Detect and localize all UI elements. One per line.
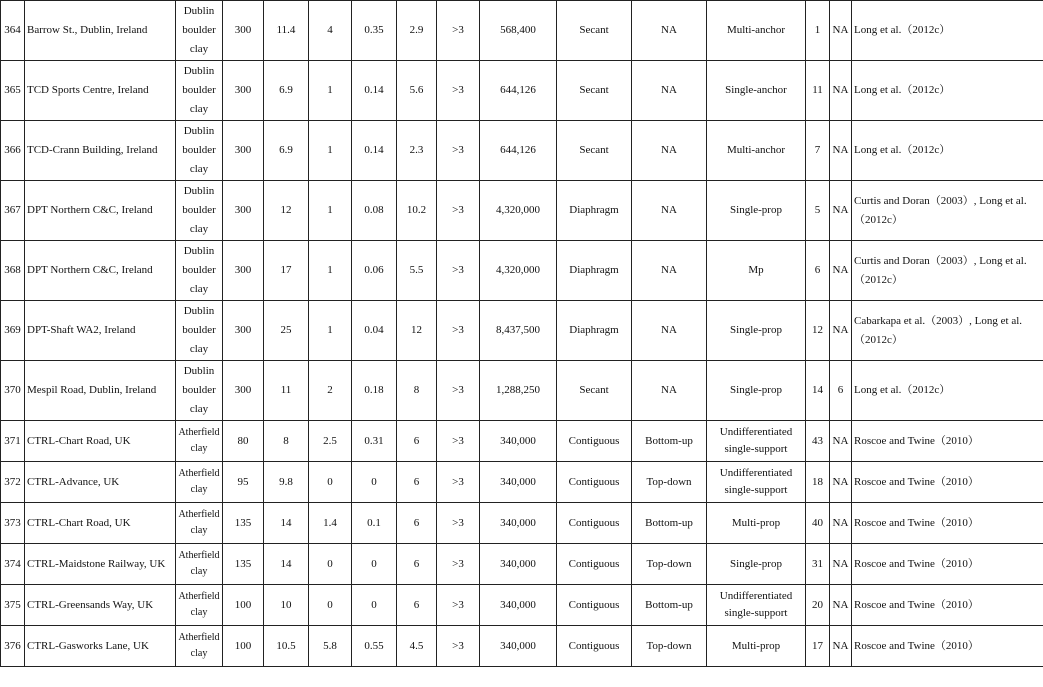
support-system-cell: Undifferentiated single-support bbox=[707, 421, 806, 462]
table-row bbox=[1, 421, 1043, 462]
table-body bbox=[1, 1, 1043, 667]
value-cell: >3 bbox=[437, 544, 480, 585]
construction-method-cell: NA bbox=[632, 301, 707, 361]
value-cell: 568,400 bbox=[480, 1, 557, 61]
reference-cell: Long et al.（2012c） bbox=[852, 1, 1043, 61]
soil-type-cell: Atherfield clay bbox=[176, 544, 223, 585]
value-cell: 5.8 bbox=[309, 626, 352, 667]
table-row bbox=[1, 61, 1043, 121]
value-cell: 1.4 bbox=[309, 503, 352, 544]
value-cell: >3 bbox=[437, 181, 480, 241]
value-cell: 6 bbox=[397, 462, 437, 503]
value-cell: 11 bbox=[264, 361, 309, 421]
construction-method-cell: Bottom-up bbox=[632, 421, 707, 462]
site-name-cell: CTRL-Advance, UK bbox=[25, 462, 176, 503]
value-cell: 0.04 bbox=[352, 301, 397, 361]
site-name-cell: DPT Northern C&C, Ireland bbox=[25, 181, 176, 241]
value-cell: 4.5 bbox=[397, 626, 437, 667]
value-cell: NA bbox=[830, 301, 852, 361]
value-cell: 8 bbox=[264, 421, 309, 462]
value-cell: NA bbox=[830, 462, 852, 503]
value-cell: 0.08 bbox=[352, 181, 397, 241]
value-cell: >3 bbox=[437, 626, 480, 667]
construction-method-cell: NA bbox=[632, 241, 707, 301]
value-cell: 9.8 bbox=[264, 462, 309, 503]
value-cell: NA bbox=[830, 626, 852, 667]
value-cell: 1 bbox=[309, 241, 352, 301]
value-cell: 5 bbox=[806, 181, 830, 241]
value-cell: 17 bbox=[264, 241, 309, 301]
value-cell: NA bbox=[830, 61, 852, 121]
case-number-cell: 375 bbox=[1, 585, 25, 626]
reference-cell: Curtis and Doran（2003）, Long et al.（2012c） bbox=[852, 181, 1043, 241]
value-cell: 644,126 bbox=[480, 121, 557, 181]
case-number-cell: 367 bbox=[1, 181, 25, 241]
value-cell: NA bbox=[830, 121, 852, 181]
value-cell: 5.5 bbox=[397, 241, 437, 301]
value-cell: 43 bbox=[806, 421, 830, 462]
value-cell: >3 bbox=[437, 121, 480, 181]
site-name-cell: CTRL-Chart Road, UK bbox=[25, 503, 176, 544]
value-cell: NA bbox=[830, 181, 852, 241]
value-cell: 14 bbox=[264, 503, 309, 544]
value-cell: 340,000 bbox=[480, 585, 557, 626]
value-cell: 95 bbox=[223, 462, 264, 503]
site-name-cell: DPT-Shaft WA2, Ireland bbox=[25, 301, 176, 361]
value-cell: 300 bbox=[223, 361, 264, 421]
value-cell: 18 bbox=[806, 462, 830, 503]
reference-cell: Roscoe and Twine（2010） bbox=[852, 544, 1043, 585]
value-cell: 300 bbox=[223, 61, 264, 121]
value-cell: 6 bbox=[806, 241, 830, 301]
value-cell: 4,320,000 bbox=[480, 241, 557, 301]
value-cell: 0 bbox=[352, 462, 397, 503]
case-number-cell: 370 bbox=[1, 361, 25, 421]
value-cell: 0 bbox=[309, 585, 352, 626]
soil-type-cell: Atherfield clay bbox=[176, 626, 223, 667]
value-cell: 25 bbox=[264, 301, 309, 361]
construction-method-cell: NA bbox=[632, 121, 707, 181]
value-cell: 0.1 bbox=[352, 503, 397, 544]
table-row bbox=[1, 544, 1043, 585]
value-cell: 1 bbox=[309, 121, 352, 181]
construction-method-cell: NA bbox=[632, 181, 707, 241]
value-cell: 10 bbox=[264, 585, 309, 626]
value-cell: 0 bbox=[309, 462, 352, 503]
support-system-cell: Undifferentiated single-support bbox=[707, 585, 806, 626]
value-cell: 6.9 bbox=[264, 61, 309, 121]
value-cell: 300 bbox=[223, 301, 264, 361]
value-cell: 12 bbox=[806, 301, 830, 361]
case-number-cell: 376 bbox=[1, 626, 25, 667]
table-row bbox=[1, 361, 1043, 421]
reference-cell: Roscoe and Twine（2010） bbox=[852, 503, 1043, 544]
site-name-cell: CTRL-Maidstone Railway, UK bbox=[25, 544, 176, 585]
construction-method-cell: Top-down bbox=[632, 626, 707, 667]
value-cell: 2 bbox=[309, 361, 352, 421]
wall-type-cell: Diaphragm bbox=[557, 181, 632, 241]
value-cell: NA bbox=[830, 241, 852, 301]
support-system-cell: Multi-prop bbox=[707, 503, 806, 544]
soil-type-cell: Dublin boulder clay bbox=[176, 121, 223, 181]
reference-cell: Long et al.（2012c） bbox=[852, 361, 1043, 421]
wall-type-cell: Contiguous bbox=[557, 585, 632, 626]
value-cell: 40 bbox=[806, 503, 830, 544]
reference-cell: Roscoe and Twine（2010） bbox=[852, 421, 1043, 462]
value-cell: 340,000 bbox=[480, 421, 557, 462]
support-system-cell: Single-anchor bbox=[707, 61, 806, 121]
value-cell: 300 bbox=[223, 1, 264, 61]
wall-type-cell: Contiguous bbox=[557, 503, 632, 544]
value-cell: 135 bbox=[223, 544, 264, 585]
case-number-cell: 369 bbox=[1, 301, 25, 361]
soil-type-cell: Dublin boulder clay bbox=[176, 61, 223, 121]
site-name-cell: CTRL-Greensands Way, UK bbox=[25, 585, 176, 626]
value-cell: 2.5 bbox=[309, 421, 352, 462]
construction-method-cell: Bottom-up bbox=[632, 503, 707, 544]
soil-type-cell: Dublin boulder clay bbox=[176, 361, 223, 421]
value-cell: >3 bbox=[437, 421, 480, 462]
reference-cell: Roscoe and Twine（2010） bbox=[852, 585, 1043, 626]
value-cell: 340,000 bbox=[480, 503, 557, 544]
construction-method-cell: Top-down bbox=[632, 544, 707, 585]
support-system-cell: Multi-anchor bbox=[707, 1, 806, 61]
value-cell: >3 bbox=[437, 61, 480, 121]
value-cell: 300 bbox=[223, 181, 264, 241]
soil-type-cell: Atherfield clay bbox=[176, 462, 223, 503]
wall-type-cell: Contiguous bbox=[557, 462, 632, 503]
value-cell: 12 bbox=[264, 181, 309, 241]
reference-cell: Roscoe and Twine（2010） bbox=[852, 462, 1043, 503]
wall-type-cell: Secant bbox=[557, 61, 632, 121]
soil-type-cell: Dublin boulder clay bbox=[176, 181, 223, 241]
site-name-cell: CTRL-Chart Road, UK bbox=[25, 421, 176, 462]
value-cell: 8,437,500 bbox=[480, 301, 557, 361]
value-cell: 17 bbox=[806, 626, 830, 667]
case-number-cell: 364 bbox=[1, 1, 25, 61]
value-cell: 14 bbox=[806, 361, 830, 421]
value-cell: 2.9 bbox=[397, 1, 437, 61]
value-cell: >3 bbox=[437, 503, 480, 544]
value-cell: 0 bbox=[352, 544, 397, 585]
case-number-cell: 366 bbox=[1, 121, 25, 181]
support-system-cell: Undifferentiated single-support bbox=[707, 462, 806, 503]
construction-method-cell: Bottom-up bbox=[632, 585, 707, 626]
site-name-cell: Mespil Road, Dublin, Ireland bbox=[25, 361, 176, 421]
value-cell: NA bbox=[830, 544, 852, 585]
value-cell: 4,320,000 bbox=[480, 181, 557, 241]
wall-type-cell: Contiguous bbox=[557, 626, 632, 667]
value-cell: 14 bbox=[264, 544, 309, 585]
value-cell: 31 bbox=[806, 544, 830, 585]
support-system-cell: Multi-prop bbox=[707, 626, 806, 667]
case-number-cell: 368 bbox=[1, 241, 25, 301]
support-system-cell: Single-prop bbox=[707, 361, 806, 421]
case-number-cell: 365 bbox=[1, 61, 25, 121]
case-number-cell: 371 bbox=[1, 421, 25, 462]
value-cell: 644,126 bbox=[480, 61, 557, 121]
reference-cell: Cabarkapa et al.（2003）, Long et al.（2012c） bbox=[852, 301, 1043, 361]
value-cell: 100 bbox=[223, 626, 264, 667]
table-row bbox=[1, 503, 1043, 544]
value-cell: 0.06 bbox=[352, 241, 397, 301]
soil-type-cell: Dublin boulder clay bbox=[176, 1, 223, 61]
table-row bbox=[1, 626, 1043, 667]
value-cell: 340,000 bbox=[480, 462, 557, 503]
support-system-cell: Single-prop bbox=[707, 301, 806, 361]
value-cell: 6 bbox=[830, 361, 852, 421]
wall-type-cell: Contiguous bbox=[557, 544, 632, 585]
value-cell: 1,288,250 bbox=[480, 361, 557, 421]
wall-type-cell: Diaphragm bbox=[557, 301, 632, 361]
case-number-cell: 374 bbox=[1, 544, 25, 585]
value-cell: 135 bbox=[223, 503, 264, 544]
support-system-cell: Single-prop bbox=[707, 544, 806, 585]
value-cell: 0 bbox=[309, 544, 352, 585]
table-row bbox=[1, 462, 1043, 503]
value-cell: 0.31 bbox=[352, 421, 397, 462]
wall-type-cell: Contiguous bbox=[557, 421, 632, 462]
value-cell: 6 bbox=[397, 585, 437, 626]
value-cell: 0.14 bbox=[352, 121, 397, 181]
value-cell: 6 bbox=[397, 544, 437, 585]
value-cell: 6.9 bbox=[264, 121, 309, 181]
soil-type-cell: Atherfield clay bbox=[176, 421, 223, 462]
value-cell: >3 bbox=[437, 241, 480, 301]
value-cell: 0.35 bbox=[352, 1, 397, 61]
value-cell: 11 bbox=[806, 61, 830, 121]
table-row bbox=[1, 181, 1043, 241]
value-cell: >3 bbox=[437, 585, 480, 626]
soil-type-cell: Dublin boulder clay bbox=[176, 301, 223, 361]
site-name-cell: CTRL-Gasworks Lane, UK bbox=[25, 626, 176, 667]
soil-type-cell: Atherfield clay bbox=[176, 585, 223, 626]
value-cell: 4 bbox=[309, 1, 352, 61]
value-cell: 300 bbox=[223, 121, 264, 181]
site-name-cell: TCD-Crann Building, Ireland bbox=[25, 121, 176, 181]
value-cell: 1 bbox=[309, 301, 352, 361]
value-cell: 10.2 bbox=[397, 181, 437, 241]
reference-cell: Curtis and Doran（2003）, Long et al.（2012c） bbox=[852, 241, 1043, 301]
value-cell: 0.14 bbox=[352, 61, 397, 121]
value-cell: 0.55 bbox=[352, 626, 397, 667]
site-name-cell: Barrow St., Dublin, Ireland bbox=[25, 1, 176, 61]
wall-type-cell: Secant bbox=[557, 1, 632, 61]
value-cell: 2.3 bbox=[397, 121, 437, 181]
value-cell: >3 bbox=[437, 361, 480, 421]
value-cell: 340,000 bbox=[480, 626, 557, 667]
case-number-cell: 372 bbox=[1, 462, 25, 503]
value-cell: 1 bbox=[806, 1, 830, 61]
reference-cell: Long et al.（2012c） bbox=[852, 61, 1043, 121]
value-cell: 340,000 bbox=[480, 544, 557, 585]
construction-method-cell: NA bbox=[632, 61, 707, 121]
value-cell: 1 bbox=[309, 61, 352, 121]
construction-method-cell: NA bbox=[632, 361, 707, 421]
support-system-cell: Multi-anchor bbox=[707, 121, 806, 181]
table-row bbox=[1, 241, 1043, 301]
value-cell: 6 bbox=[397, 503, 437, 544]
value-cell: 5.6 bbox=[397, 61, 437, 121]
wall-type-cell: Secant bbox=[557, 361, 632, 421]
table-row bbox=[1, 1, 1043, 61]
value-cell: 300 bbox=[223, 241, 264, 301]
value-cell: 12 bbox=[397, 301, 437, 361]
value-cell: 10.5 bbox=[264, 626, 309, 667]
value-cell: 11.4 bbox=[264, 1, 309, 61]
value-cell: 1 bbox=[309, 181, 352, 241]
value-cell: 0 bbox=[352, 585, 397, 626]
value-cell: 7 bbox=[806, 121, 830, 181]
construction-method-cell: Top-down bbox=[632, 462, 707, 503]
value-cell: NA bbox=[830, 1, 852, 61]
value-cell: 0.18 bbox=[352, 361, 397, 421]
wall-type-cell: Diaphragm bbox=[557, 241, 632, 301]
value-cell: >3 bbox=[437, 462, 480, 503]
table-row bbox=[1, 121, 1043, 181]
value-cell: 8 bbox=[397, 361, 437, 421]
soil-type-cell: Dublin boulder clay bbox=[176, 241, 223, 301]
value-cell: 20 bbox=[806, 585, 830, 626]
value-cell: >3 bbox=[437, 301, 480, 361]
table-row bbox=[1, 301, 1043, 361]
construction-method-cell: NA bbox=[632, 1, 707, 61]
reference-cell: Roscoe and Twine（2010） bbox=[852, 626, 1043, 667]
site-name-cell: DPT Northern C&C, Ireland bbox=[25, 241, 176, 301]
soil-type-cell: Atherfield clay bbox=[176, 503, 223, 544]
value-cell: 100 bbox=[223, 585, 264, 626]
support-system-cell: Single-prop bbox=[707, 181, 806, 241]
case-number-cell: 373 bbox=[1, 503, 25, 544]
value-cell: NA bbox=[830, 421, 852, 462]
value-cell: >3 bbox=[437, 1, 480, 61]
value-cell: 80 bbox=[223, 421, 264, 462]
site-name-cell: TCD Sports Centre, Ireland bbox=[25, 61, 176, 121]
value-cell: 6 bbox=[397, 421, 437, 462]
wall-type-cell: Secant bbox=[557, 121, 632, 181]
value-cell: NA bbox=[830, 585, 852, 626]
support-system-cell: Mp bbox=[707, 241, 806, 301]
table-row bbox=[1, 585, 1043, 626]
reference-cell: Long et al.（2012c） bbox=[852, 121, 1043, 181]
value-cell: NA bbox=[830, 503, 852, 544]
